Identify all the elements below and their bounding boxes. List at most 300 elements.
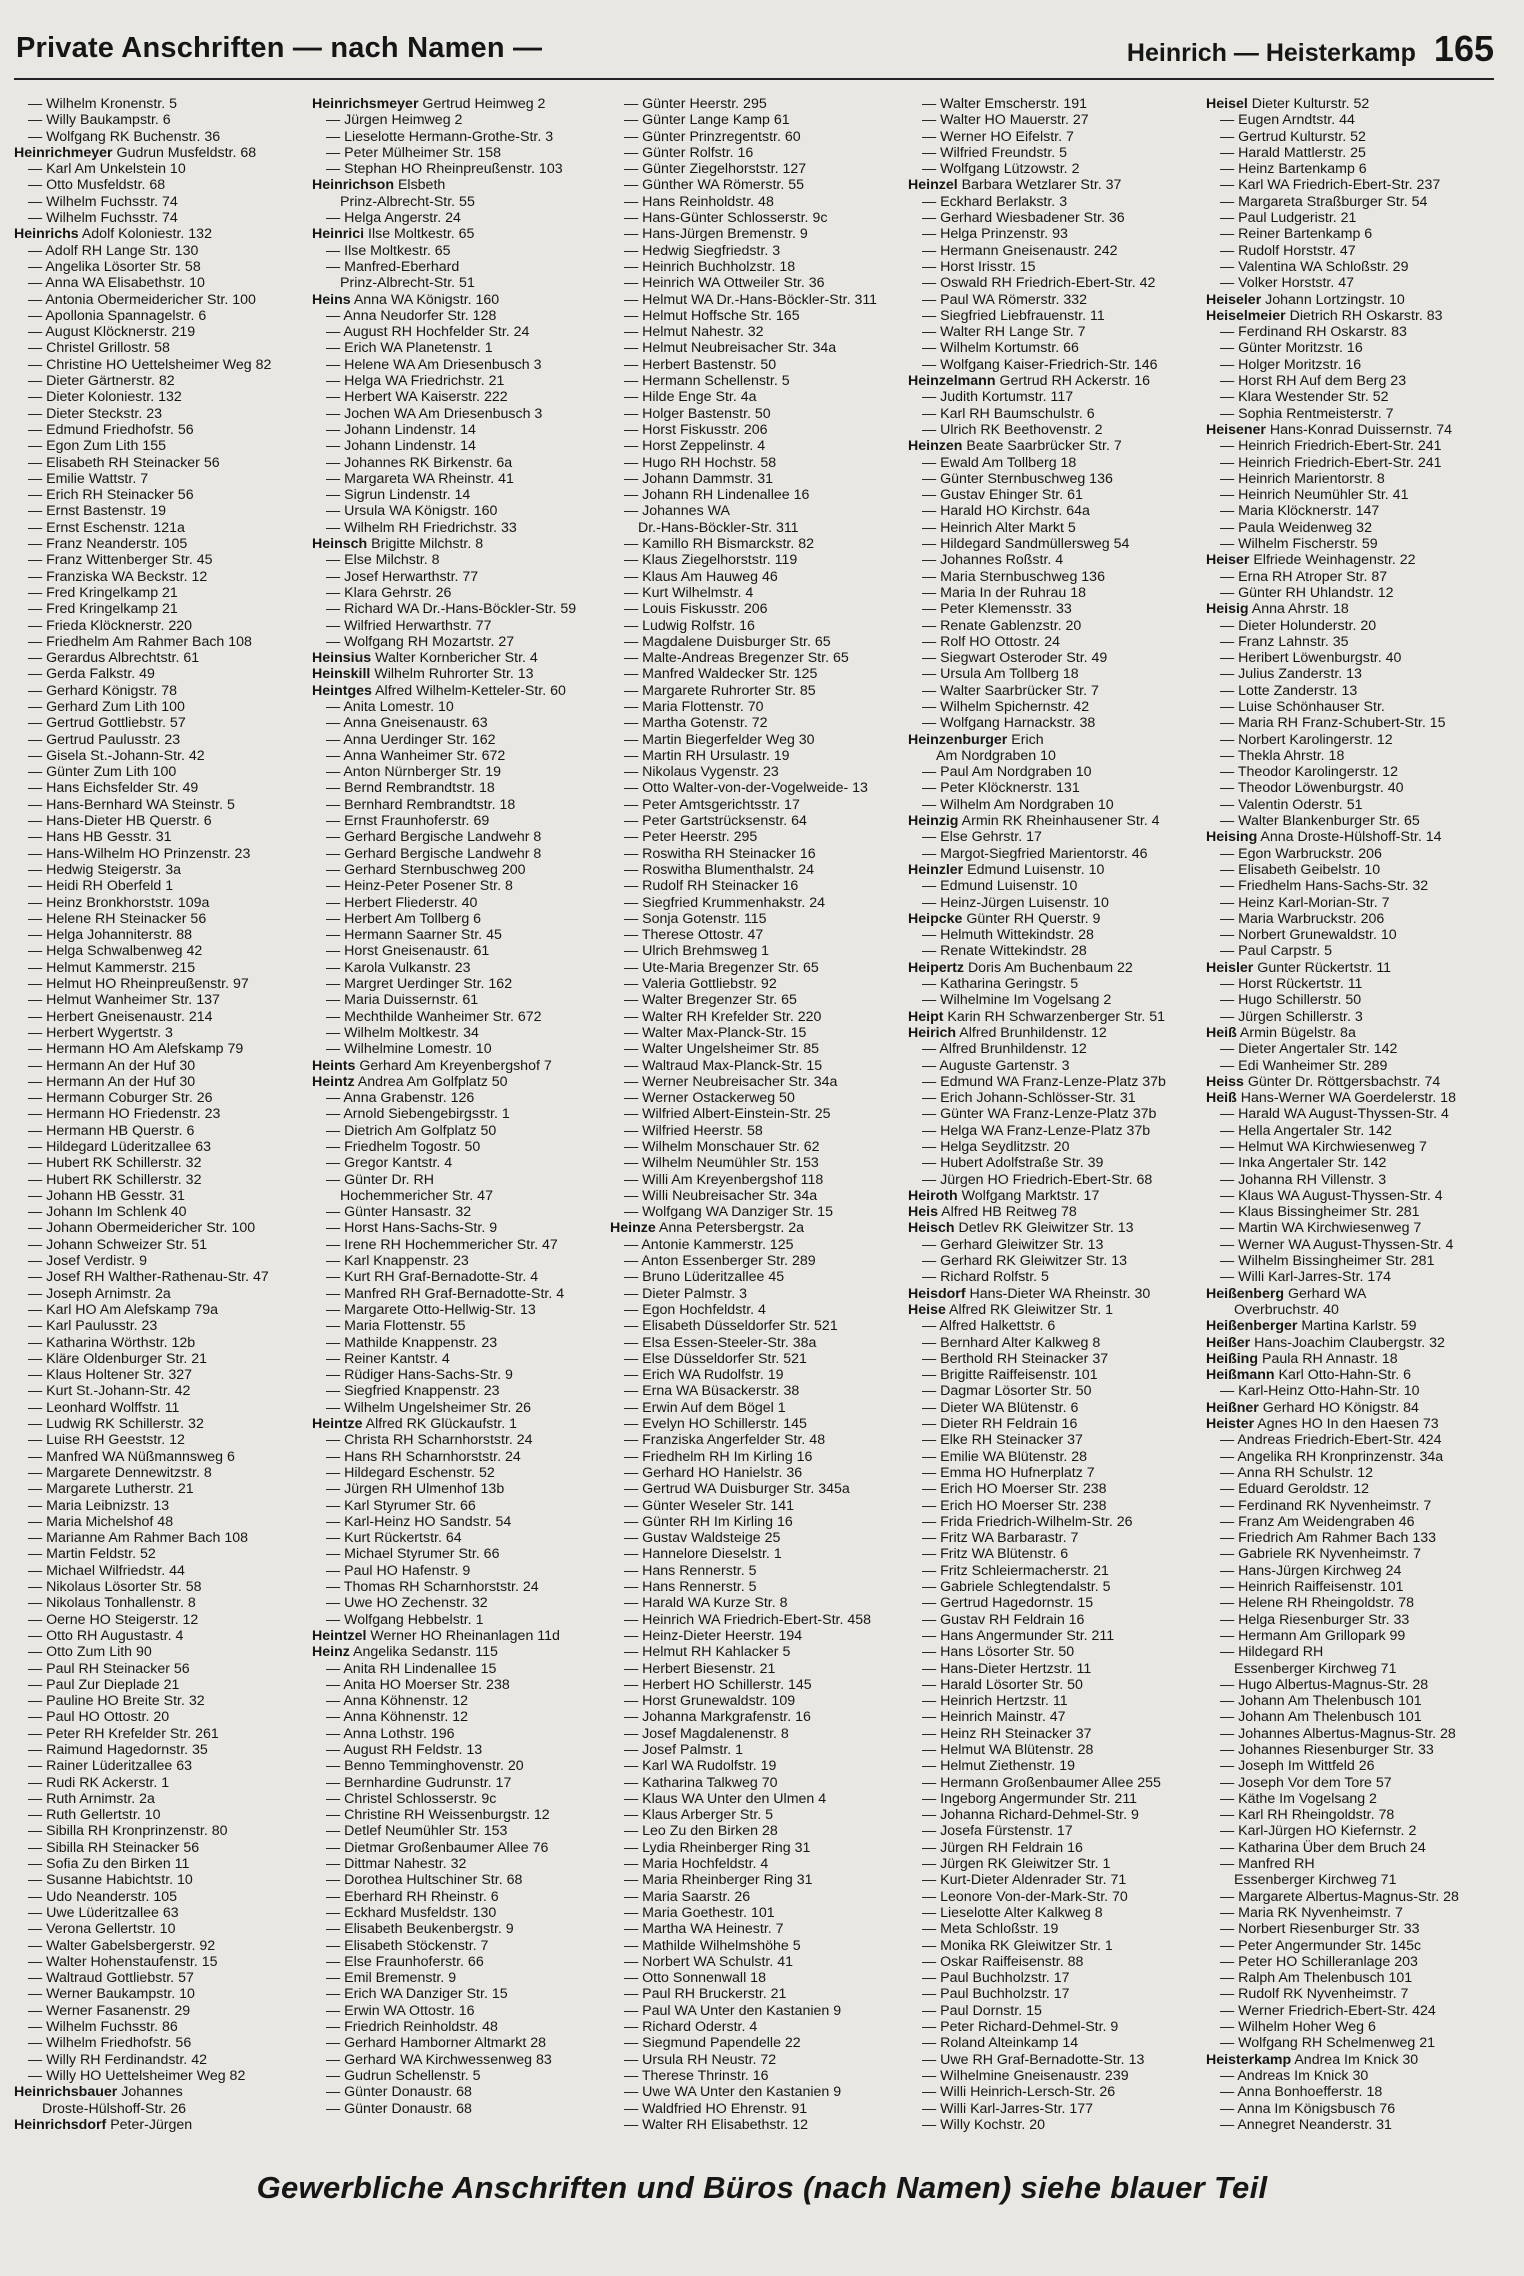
entry-text: — Horst Irisstr. 15	[922, 258, 1036, 275]
entry-text: — Gerhard Bergische Landwehr 8	[326, 829, 542, 846]
directory-entry	[908, 1889, 1198, 1905]
entry-text: — Gustav Waldsteige 25	[624, 1530, 781, 1547]
entry-text: — Peter RH Krefelder Str. 261	[28, 1725, 219, 1742]
directory-entry	[610, 1139, 900, 1155]
entry-text: — Friedhelm Hans-Sachs-Str. 32	[1220, 878, 1429, 895]
directory-entry	[14, 389, 304, 405]
entry-text: — Karl WA Rudolfstr. 19	[624, 1758, 777, 1775]
entry-text: Günter Dr. Röttgersbachstr. 74	[1247, 1073, 1441, 1090]
entry-text: — Ute-Maria Bregenzer Str. 65	[624, 959, 819, 976]
directory-entry	[312, 1807, 602, 1823]
directory-entry	[908, 569, 1198, 585]
entry-text: — Hermann Am Grillopark 99	[1220, 1627, 1406, 1644]
entry-text: — Heinz-Dieter Heerstr. 194	[624, 1627, 803, 1644]
directory-entry	[312, 1840, 602, 1856]
entry-text: — Heinrich Friedrich-Ebert-Str. 241	[1220, 438, 1442, 455]
entry-text: — Anna Lothstr. 196	[326, 1725, 455, 1742]
entry-text: — Günter Weseler Str. 141	[624, 1497, 795, 1514]
entry-text: — Norbert Karolingerstr. 12	[1220, 731, 1393, 748]
entry-text: — Michael Wilfriedstr. 44	[28, 1562, 185, 1579]
entry-text: — Paul Buchholzstr. 17	[922, 1970, 1070, 1987]
entry-text: — Paul Buchholzstr. 17	[922, 1986, 1070, 2003]
directory-entry	[14, 1709, 304, 1725]
surname-entry	[1206, 308, 1496, 324]
directory-entry	[610, 1318, 900, 1334]
directory-entry	[908, 878, 1198, 894]
entry-text: — Heinz Karl-Morian-Str. 7	[1220, 894, 1390, 911]
entry-text: — Johann HB Gesstr. 31	[28, 1187, 185, 1204]
entry-text: Gertrud RH Ackerstr. 16	[999, 373, 1151, 390]
entry-text: Anna Petersbergstr. 2a	[658, 1220, 805, 1237]
directory-entry	[610, 2019, 900, 2035]
entry-text: — Ludwig RK Schillerstr. 32	[28, 1416, 204, 1433]
entry-text: Alfred HB Reitweg 78	[941, 1204, 1077, 1221]
directory-entry	[908, 1742, 1198, 1758]
directory-entry	[312, 1481, 602, 1497]
entry-text: — Gertrud Hagedornstr. 15	[922, 1595, 1094, 1612]
entry-text: — Joseph Vor dem Tore 57	[1220, 1774, 1392, 1791]
directory-entry	[14, 1123, 304, 1139]
entry-text: — Peter Angermunder Str. 145c	[1220, 1937, 1422, 1954]
entry-text: — Hildegard Lüderitzallee 63	[28, 1139, 211, 1155]
entry-text: — Dieter Holunderstr. 20	[1220, 617, 1377, 634]
surname: Heiselmeier	[1206, 307, 1286, 324]
entry-text: — Maria Flottenstr. 70	[624, 698, 764, 715]
directory-entry	[14, 943, 304, 959]
directory-entry	[312, 1872, 602, 1888]
entry-text: — Alfred Halkettstr. 6	[922, 1318, 1056, 1335]
entry-text: — Hedwig Siegfriedstr. 3	[624, 242, 781, 259]
entry-text: — Günter Sternbuschweg 136	[922, 470, 1113, 487]
directory-entry	[908, 96, 1198, 112]
directory-entry	[1206, 1677, 1496, 1693]
directory-entry	[1206, 1612, 1496, 1628]
entry-text: — Egon Zum Lith 155	[28, 438, 167, 455]
entry-text: Wolfgang Marktstr. 17	[961, 1187, 1100, 1204]
entry-text: — Sophia Rentmeisterstr. 7	[1220, 405, 1394, 422]
directory-entry	[14, 1775, 304, 1791]
directory-entry	[610, 1074, 900, 1090]
directory-entry	[14, 194, 304, 210]
entry-text: — Wilfried Herwarthstr. 77	[326, 617, 492, 634]
directory-entry	[908, 992, 1198, 1008]
entry-text: Alfred RK Gleiwitzer Str. 1	[949, 1301, 1114, 1318]
surname-entry	[908, 1025, 1198, 1041]
directory-entry	[312, 1775, 602, 1791]
entry-text: — Martha WA Heinestr. 7	[624, 1921, 784, 1938]
entry-text: — Renate Wittekindstr. 28	[922, 943, 1087, 960]
entry-text: — Erich RH Steinacker 56	[28, 487, 194, 504]
directory-entry	[312, 1742, 602, 1758]
directory-entry	[908, 357, 1198, 373]
entry-text: — Karl-Heinz HO Sandstr. 54	[326, 1513, 512, 1530]
entry-text: — Sibilla RH Steinacker 56	[28, 1839, 200, 1856]
directory-entry	[14, 1726, 304, 1742]
entry-text: — Margot-Siegfried Marientorstr. 46	[922, 845, 1148, 862]
surname: Heinz	[312, 1644, 350, 1661]
directory-entry	[908, 2068, 1198, 2084]
entry-text: — Maria Rheinberger Ring 31	[624, 1872, 813, 1889]
directory-entry	[14, 1367, 304, 1383]
entry-text: — August RH Hochfelder Str. 24	[326, 324, 530, 341]
directory-entry	[1206, 878, 1496, 894]
directory-entry	[908, 259, 1198, 275]
directory-entry	[312, 1302, 602, 1318]
entry-text: — Hubert Adolfstraße Str. 39	[922, 1155, 1104, 1172]
directory-entry	[312, 927, 602, 943]
entry-text: Adolf Koloniestr. 132	[81, 226, 212, 243]
directory-entry	[1206, 1579, 1496, 1595]
entry-text: — Hermann HO Am Alefskamp 79	[28, 1041, 244, 1058]
entry-text: — Christel Schlosserstr. 9c	[326, 1790, 497, 1807]
entry-text: — Fred Kringelkamp 21	[28, 601, 178, 618]
entry-text: — Anna Köhnenstr. 12	[326, 1693, 468, 1710]
entry-text: — Otto Musfeldstr. 68	[28, 177, 166, 194]
entry-text: — Johann Am Thelenbusch 101	[1220, 1709, 1422, 1726]
entry-text: — Herbert Wygertstr. 3	[28, 1024, 173, 1041]
entry-text: — Wilhelmine Im Vogelsang 2	[922, 992, 1112, 1009]
entry-text: — Martin Biegerfelder Weg 30	[624, 731, 815, 748]
column-5	[1206, 96, 1496, 2148]
entry-text: — Dieter Koloniestr. 132	[28, 389, 182, 406]
entry-text: — Klaus Bissingheimer Str. 281	[1220, 1204, 1420, 1221]
entry-text: — Wolfgang RH Mozartstr. 27	[326, 633, 515, 650]
directory-entry	[1206, 1253, 1496, 1269]
entry-text: — Else Milchstr. 8	[326, 552, 440, 569]
directory-entry	[312, 992, 602, 1008]
entry-text: — Wolfgang RK Buchenstr. 36	[28, 128, 221, 145]
entry-text: — Peter Richard-Dehmel-Str. 9	[922, 2019, 1119, 2036]
directory-entry	[14, 1009, 304, 1025]
directory-entry	[14, 960, 304, 976]
entry-text: — Rudolf RK Nyvenheimstr. 7	[1220, 1986, 1409, 2003]
entry-text: — Wilfried Freundstr. 5	[922, 144, 1068, 161]
entry-text: — Hildegard Eschenstr. 52	[326, 1464, 495, 1481]
surname-entry	[908, 1009, 1198, 1025]
directory-entry	[610, 895, 900, 911]
entry-text: — Helmut RH Kahlacker 5	[624, 1644, 791, 1661]
entry-text: — Kurt St.-Johann-Str. 42	[28, 1383, 191, 1400]
directory-entry	[14, 699, 304, 715]
directory-entry	[312, 1367, 602, 1383]
entry-text: — Karl HO Am Alefskamp 79a	[28, 1301, 219, 1318]
directory-entry	[312, 569, 602, 585]
directory-entry	[908, 1367, 1198, 1383]
entry-text: — Dieter Palmstr. 3	[624, 1285, 747, 1302]
surname: Heinzenburger	[908, 731, 1008, 748]
entry-text: — Apollonia Spannagelstr. 6	[28, 307, 207, 324]
entry-text: — Helmut WA Dr.-Hans-Böckler-Str. 311	[624, 291, 878, 308]
entry-text: — Andreas Im Knick 30	[1220, 2067, 1369, 2084]
surname: Heißenberg	[1206, 1285, 1285, 1302]
directory-entry	[1206, 145, 1496, 161]
entry-text: — Johann Lindenstr. 14	[326, 438, 476, 455]
directory-entry	[1206, 1237, 1496, 1253]
entry-text: — Arnold Siebengebirgsstr. 1	[326, 1106, 510, 1123]
directory-entry	[14, 1286, 304, 1302]
directory-entry	[14, 1465, 304, 1481]
entry-text: — Maria Klöcknerstr. 147	[1220, 503, 1380, 520]
entry-text: — Werner WA August-Thyssen-Str. 4	[1220, 1236, 1454, 1253]
entry-text: — Ingeborg Angermunder Str. 211	[922, 1790, 1138, 1807]
entry-text: — Hella Angertaler Str. 142	[1220, 1122, 1392, 1139]
directory-entry	[312, 2035, 602, 2051]
directory-entry	[312, 112, 602, 128]
surname-entry	[908, 911, 1198, 927]
entry-text: — Horst Gneisenaustr. 61	[326, 943, 490, 960]
directory-entry	[610, 1579, 900, 1595]
directory-entry	[908, 1449, 1198, 1465]
entry-text: — Werner Friedrich-Ebert-Str. 424	[1220, 2002, 1436, 2019]
directory-entry	[14, 1856, 304, 1872]
entry-text: — Gerhard Gleiwitzer Str. 13	[922, 1236, 1104, 1253]
page-header	[16, 26, 1494, 76]
directory-entry	[610, 2035, 900, 2051]
directory-entry	[908, 1546, 1198, 1562]
entry-text: — Heinrich Neumühler Str. 41	[1220, 487, 1409, 504]
directory-entry	[610, 243, 900, 259]
directory-entry	[610, 145, 900, 161]
entry-text: — Klara Gehrstr. 26	[326, 584, 452, 601]
entry-text: Dietrich RH Oskarstr. 83	[1289, 307, 1443, 324]
directory-entry	[312, 732, 602, 748]
entry-text: — Wilfried Albert-Einstein-Str. 25	[624, 1106, 831, 1123]
directory-entry	[14, 1986, 304, 2002]
section-title: Private Anschriften — nach Namen —	[16, 32, 543, 64]
directory-entry	[610, 1823, 900, 1839]
directory-entry	[908, 1416, 1198, 1432]
entry-text: — Gerda Falkstr. 49	[28, 666, 155, 683]
entry-text: — Karl Am Unkelstein 10	[28, 161, 186, 178]
entry-text: Hans-Joachim Claubergstr. 32	[1254, 1334, 1445, 1351]
directory-entry	[610, 813, 900, 829]
directory-entry	[1206, 1530, 1496, 1546]
directory-entry	[1206, 1514, 1496, 1530]
directory-entry	[908, 129, 1198, 145]
surname: Heintz	[312, 1073, 355, 1090]
directory-entry	[610, 1546, 900, 1562]
entry-text: — Franz Neanderstr. 105	[28, 536, 188, 553]
entry-text: — Gerhard Hamborner Altmarkt 28	[326, 2035, 546, 2052]
entry-text: — Kamillo RH Bismarckstr. 82	[624, 536, 814, 553]
surname: Heisterkamp	[1206, 2051, 1292, 2068]
surname-entry	[312, 1644, 602, 1660]
entry-text: — Helga Schwalbenweg 42	[28, 943, 203, 960]
directory-entry	[908, 194, 1198, 210]
directory-entry	[610, 275, 900, 291]
entry-text: Overbruchstr. 40	[1234, 1301, 1339, 1318]
entry-text: — Anna WA Elisabethstr. 10	[28, 275, 205, 292]
entry-text: — Erwin Auf dem Bögel 1	[624, 1399, 786, 1416]
entry-text: — Sonja Gotenstr. 115	[624, 910, 767, 927]
directory-entry	[908, 1758, 1198, 1774]
directory-entry	[908, 1856, 1198, 1872]
entry-text: — Wilhelm Kronenstr. 5	[28, 96, 178, 112]
entry-text: Andrea Am Golfplatz 50	[357, 1073, 508, 1090]
entry-text: — Herbert Am Tollberg 6	[326, 910, 482, 927]
directory-entry	[14, 1416, 304, 1432]
entry-text: — Hilde Enge Str. 4a	[624, 389, 757, 406]
directory-entry	[1206, 1791, 1496, 1807]
directory-entry	[610, 161, 900, 177]
surname-entry	[908, 1302, 1198, 1318]
entry-text: — Ernst Eschenstr. 121a	[28, 519, 185, 536]
entry-text: — Elisabeth Düsseldorfer Str. 521	[624, 1318, 838, 1335]
entry-text: — Gerhard HO Hanielstr. 36	[624, 1464, 803, 1481]
directory-entry	[908, 1074, 1198, 1090]
directory-entry	[908, 1693, 1198, 1709]
directory-entry	[1206, 259, 1496, 275]
entry-text: — Karl Knappenstr. 23	[326, 1253, 469, 1270]
entry-text: — Johanna Richard-Dehmel-Str. 9	[922, 1807, 1139, 1824]
directory-entry	[1206, 438, 1496, 454]
directory-entry	[312, 1155, 602, 1171]
entry-text: — Rudi RK Ackerstr. 1	[28, 1774, 170, 1791]
directory-entry	[908, 748, 1198, 764]
entry-text: — Gerardus Albrechtstr. 61	[28, 650, 200, 667]
directory-entry	[1206, 1546, 1496, 1562]
directory-entry	[14, 1449, 304, 1465]
entry-text: — Heinrich Friedrich-Ebert-Str. 241	[1220, 454, 1442, 471]
directory-entry	[908, 324, 1198, 340]
entry-text: — Hermann Schellenstr. 5	[624, 373, 790, 390]
directory-entry	[1206, 1856, 1496, 1872]
entry-text: — Rudolf Horststr. 47	[1220, 242, 1356, 259]
entry-text: — Karl-Heinz Otto-Hahn-Str. 10	[1220, 1383, 1420, 1400]
entry-text: — Elisabeth Geibelstr. 10	[1220, 861, 1381, 878]
entry-text: — Christa RH Scharnhorststr. 24	[326, 1432, 533, 1449]
entry-text: — Gisela St.-Johann-Str. 42	[28, 747, 205, 764]
entry-text: — Werner Ostackerweg 50	[624, 1090, 795, 1107]
entry-text: — Margarete Ruhrorter Str. 85	[624, 682, 816, 699]
directory-entry	[908, 585, 1198, 601]
entry-text: — Horst Grunewaldstr. 109	[624, 1693, 796, 1710]
directory-entry	[610, 911, 900, 927]
directory-entry	[14, 1253, 304, 1269]
entry-text: — Holger Moritzstr. 16	[1220, 356, 1362, 373]
directory-entry	[610, 797, 900, 813]
directory-entry	[908, 161, 1198, 177]
entry-text: — Katharina Über dem Bruch 24	[1220, 1839, 1426, 1856]
entry-text: — Erich Johann-Schlösser-Str. 31	[922, 1090, 1136, 1107]
entry-text: — Hans Reinholdstr. 48	[624, 193, 774, 210]
directory-entry	[610, 406, 900, 422]
directory-entry	[1206, 324, 1496, 340]
entry-text: Alfred Wilhelm-Ketteler-Str. 60	[375, 682, 566, 699]
directory-entry	[14, 1090, 304, 1106]
directory-entry	[14, 2068, 304, 2084]
entry-text: — Maria Hochfeldstr. 4	[624, 1856, 769, 1873]
directory-entry	[1206, 340, 1496, 356]
directory-entry	[610, 471, 900, 487]
directory-entry	[1206, 797, 1496, 813]
directory-entry	[312, 764, 602, 780]
directory-entry	[1206, 862, 1496, 878]
entry-text: — Helga WA Friedrichstr. 21	[326, 373, 505, 390]
surname: Heinrichmeyer	[14, 144, 113, 161]
directory-entry	[14, 1954, 304, 1970]
entry-text: — Hans Angermunder Str. 211	[922, 1627, 1115, 1644]
directory-entry	[312, 2019, 602, 2035]
directory-entry	[14, 1791, 304, 1807]
entry-text: — Günter Zum Lith 100	[28, 764, 177, 781]
directory-entry	[14, 780, 304, 796]
directory-entry	[14, 2101, 304, 2117]
directory-entry	[610, 829, 900, 845]
directory-entry	[908, 1661, 1198, 1677]
directory-entry	[1206, 992, 1496, 1008]
directory-entry	[908, 1432, 1198, 1448]
entry-text: — Helmut HO Rheinpreußenstr. 97	[28, 976, 249, 993]
entry-text: Günter RH Querstr. 9	[966, 910, 1101, 927]
entry-text: — Helmut WA Blütenstr. 28	[922, 1741, 1094, 1758]
directory-entry	[14, 292, 304, 308]
entry-text: — Holger Bastenstr. 50	[624, 405, 771, 422]
directory-entry	[312, 715, 602, 731]
entry-text: — Susanne Habichtstr. 10	[28, 1872, 193, 1889]
entry-text: — Hans-Günter Schlosserstr. 9c	[624, 210, 828, 227]
directory-entry	[908, 1172, 1198, 1188]
entry-text: — Kläre Oldenburger Str. 21	[28, 1350, 208, 1367]
directory-entry	[610, 1498, 900, 1514]
entry-text: — Sibilla RH Kronprinzenstr. 80	[28, 1823, 228, 1840]
entry-text: — Else Düsseldorfer Str. 521	[624, 1350, 807, 1367]
entry-text: — Siegwart Osteroder Str. 49	[922, 650, 1108, 667]
directory-entry	[14, 1872, 304, 1888]
entry-text: — Werner Baukampstr. 10	[28, 1986, 195, 2003]
entry-text: — Maria Michelshof 48	[28, 1513, 174, 1530]
directory-entry	[908, 243, 1198, 259]
directory-entry	[312, 1758, 602, 1774]
surname-entry	[1206, 1400, 1496, 1416]
directory-entry	[312, 1269, 602, 1285]
directory-entry	[312, 943, 602, 959]
entry-text: Hochemmericher Str. 47	[340, 1187, 493, 1204]
directory-entry	[908, 145, 1198, 161]
entry-text: — Norbert WA Schulstr. 41	[624, 1953, 793, 1970]
directory-entry	[14, 1106, 304, 1122]
entry-text: — Marianne Am Rahmer Bach 108	[28, 1530, 249, 1547]
entry-text: — Günter Lange Kamp 61	[624, 112, 790, 129]
entry-text: — Emil Bremenstr. 9	[326, 1970, 457, 1987]
directory-entry	[610, 1563, 900, 1579]
surname: Heintges	[312, 682, 372, 699]
directory-entry	[610, 1253, 900, 1269]
directory-entry	[14, 1318, 304, 1334]
surname: Heisch	[908, 1220, 955, 1237]
entry-text: — Erich HO Moerser Str. 238	[922, 1481, 1107, 1498]
directory-entry	[1206, 895, 1496, 911]
entry-text: — Wilhelm Neumühler Str. 153	[624, 1155, 819, 1172]
directory-entry	[1206, 813, 1496, 829]
directory-entry	[610, 601, 900, 617]
entry-text: — Otto RH Augustastr. 4	[28, 1627, 184, 1644]
directory-entry	[14, 601, 304, 617]
directory-entry	[1206, 275, 1496, 291]
entry-text: — Berthold RH Steinacker 37	[922, 1350, 1109, 1367]
directory-entry	[908, 1872, 1198, 1888]
directory-entry	[312, 2003, 602, 2019]
directory-entry	[312, 389, 602, 405]
directory-entry	[312, 1009, 602, 1025]
entry-text: Andrea Im Knick 30	[1294, 2051, 1419, 2068]
directory-entry	[1206, 536, 1496, 552]
surname: Heins	[312, 291, 351, 308]
entry-text: — Siegfried Krummenhakstr. 24	[624, 894, 826, 911]
directory-entry	[1206, 1041, 1496, 1057]
directory-entry	[908, 1237, 1198, 1253]
directory-entry	[908, 226, 1198, 242]
